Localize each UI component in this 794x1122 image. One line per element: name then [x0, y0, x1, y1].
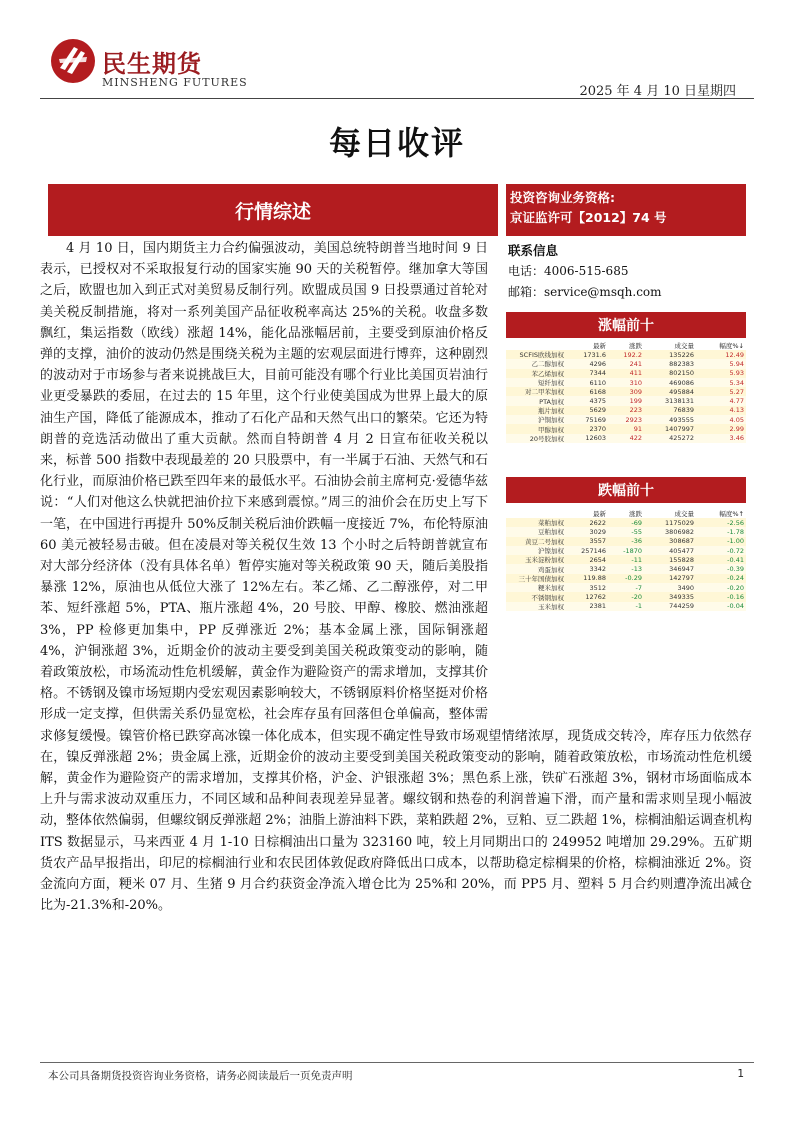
gainers-table-cell: 3138131 [644, 396, 696, 405]
gainers-table-cell: 瓶片加权 [506, 406, 566, 415]
losers-table-cell: -1.78 [696, 527, 746, 536]
losers-table-cell: 3342 [566, 564, 608, 573]
page-title: 每日收评 [328, 124, 465, 162]
losers-table-cell: 744259 [644, 602, 696, 611]
losers-table-cell: 142797 [644, 574, 696, 583]
gainers-column-header: 涨跌 [608, 340, 644, 350]
losers-title: 跌幅前十 [598, 483, 654, 499]
losers-table-cell: -11 [608, 555, 644, 564]
losers-column-header: 成交量 [644, 508, 696, 518]
gainers-table-cell: 5.27 [696, 387, 746, 396]
losers-table-cell: -7 [608, 583, 644, 592]
losers-table-cell: 玉米淀粉加权 [506, 555, 566, 564]
gainers-table-cell: 422 [608, 434, 644, 443]
losers-table-cell: -0.16 [696, 592, 746, 601]
losers-table-cell: 豆粕加权 [506, 527, 566, 536]
gainers-table-cell: 2923 [608, 415, 644, 424]
losers-table-cell: -20 [608, 592, 644, 601]
losers-table-cell: 3490 [644, 583, 696, 592]
losers-table-cell: 菜粕加权 [506, 518, 566, 527]
losers-table-cell: 1175029 [644, 518, 696, 527]
losers-table-cell: 粳米加权 [506, 583, 566, 592]
gainers-column-header: 幅度%↓ [696, 340, 746, 350]
gainers-table-cell: 4.77 [696, 396, 746, 405]
losers-table-cell: -0.04 [696, 602, 746, 611]
gainers-table-cell: 5.34 [696, 378, 746, 387]
losers-table-cell: 3806982 [644, 527, 696, 536]
gainers-table-cell: 495884 [644, 387, 696, 396]
license-box [506, 184, 746, 236]
losers-table-cell: 玉米加权 [506, 602, 566, 611]
gainers-table-cell: 76839 [644, 406, 696, 415]
losers-table-cell: -55 [608, 527, 644, 536]
gainers-table-cell: 4.05 [696, 415, 746, 424]
gainers-table-cell: 309 [608, 387, 644, 396]
gainers-table-cell: 135226 [644, 350, 696, 359]
gainers-table-cell: 12.49 [696, 350, 746, 359]
losers-table-cell: 三十年国债加权 [506, 574, 566, 583]
losers-column-header: 最新 [566, 508, 608, 518]
gainers-table-cell: 对二甲苯加权 [506, 387, 566, 396]
gainers-table-cell: 4296 [566, 359, 608, 368]
gainers-table-cell: 5629 [566, 406, 608, 415]
losers-table-cell: 405477 [644, 546, 696, 555]
section-title: 行情综述 [234, 200, 311, 223]
gainers-table-cell: 5.94 [696, 359, 746, 368]
gainers-table-cell: 6110 [566, 378, 608, 387]
losers-table-cell: -69 [608, 518, 644, 527]
contact-email: 邮箱：service@msqh.com [508, 285, 662, 299]
gainers-table-cell: 12603 [566, 434, 608, 443]
gainers-table-cell: 甲醇加权 [506, 424, 566, 433]
losers-table-cell: 2381 [566, 602, 608, 611]
losers-table-cell: 2654 [566, 555, 608, 564]
gainers-table-cell: 199 [608, 396, 644, 405]
losers-column-header: 幅度%↑ [696, 508, 746, 518]
footer-divider [40, 1062, 754, 1063]
losers-table-cell: 155828 [644, 555, 696, 564]
losers-table-cell: -0.39 [696, 564, 746, 573]
gainers-table-cell: 6168 [566, 387, 608, 396]
losers-table-cell: 257146 [566, 546, 608, 555]
losers-table-cell: 346947 [644, 564, 696, 573]
license-line-1: 投资咨询业务资格: [510, 190, 615, 205]
gainers-table-cell: 4.13 [696, 406, 746, 415]
gainers-table-cell: 882383 [644, 359, 696, 368]
gainers-table-cell: 沪铜加权 [506, 415, 566, 424]
losers-table-cell: -0.72 [696, 546, 746, 555]
minsheng-logo-icon [50, 38, 96, 84]
gainers-table-cell: 2370 [566, 424, 608, 433]
gainers-table-cell: 91 [608, 424, 644, 433]
gainers-table-cell: 411 [608, 369, 644, 378]
gainers-table-cell: 20号胶加权 [506, 434, 566, 443]
losers-table-cell: 349335 [644, 592, 696, 601]
gainers-table-cell: 493555 [644, 415, 696, 424]
losers-table-cell: 3512 [566, 583, 608, 592]
losers-table-cell: -0.20 [696, 583, 746, 592]
losers-table-cell: 119.88 [566, 574, 608, 583]
gainers-table-cell: 短纤加权 [506, 378, 566, 387]
gainers-column-header: 成交量 [644, 340, 696, 350]
losers-table-cell: 鸡蛋加权 [506, 564, 566, 573]
gainers-table-cell: 5.93 [696, 369, 746, 378]
losers-table-cell: 不锈钢加权 [506, 592, 566, 601]
losers-table-cell: 308687 [644, 537, 696, 546]
contact-phone: 电话：4006-515-685 [508, 264, 629, 278]
gainers-table-cell: 7344 [566, 369, 608, 378]
gainers-table-cell: 1407997 [644, 424, 696, 433]
losers-table-cell: -0.24 [696, 574, 746, 583]
header-divider [40, 98, 754, 99]
losers-column-header: 涨跌 [608, 508, 644, 518]
gainers-table-cell: 310 [608, 378, 644, 387]
losers-table-cell: 黄豆二号加权 [506, 537, 566, 546]
footer-disclaimer: 本公司具备期货投资咨询业务资格，请务必阅读最后一页免责声明 [48, 1070, 353, 1082]
market-summary [40, 238, 752, 917]
section-banner [48, 184, 498, 236]
gainers-title: 涨幅前十 [598, 318, 654, 334]
losers-table-cell: -1 [608, 602, 644, 611]
gainers-table-cell: 425272 [644, 434, 696, 443]
losers-table-cell: -0.29 [608, 574, 644, 583]
losers-table-cell: -36 [608, 537, 644, 546]
losers-table-cell: -1.00 [696, 537, 746, 546]
losers-table-cell: -1870 [608, 546, 644, 555]
gainers-table-cell: 192.2 [608, 350, 644, 359]
losers-table-cell: 3557 [566, 537, 608, 546]
gainers-table-cell: 苯乙烯加权 [506, 369, 566, 378]
gainers-table-cell: 4375 [566, 396, 608, 405]
summary-paragraph: 4 月 10 日，国内期货主力合约偏强波动，美国总统特朗普当地时间 9 日表示，已授权对不采取报复行动的国家实施 90 天的关税暂停。继加拿大等国之后，欧盟也加入到正式对美贸易反制行列。欧盟成员国 9 日投票通过首轮对美关税反制措施，将对一系列美国产品征收税率高达 25%的关税。收盘多数飘红，集运指数（欧线）涨超 14%，能化品涨幅居前，主要受到原油价格反弹的支撑，油价的波动仍然是围绕关税为主题的宏观层面进行博弈，这种剧烈的波动对于市场参与者来说挑战巨大，目前可能没有哪个行业比美国页岩油行业更受暴跌的委屈，在过去的 15 年里，这个行业使美国成为世界上最大的原油生产国，降低了能源成本，推动了石化产品和天然气出口的繁荣。它还为特朗普的竞选活动做出了重大贡献。然而自特朗普 4 月 2 日宣布征收关税以来，标普 500 指数中表现最差的 20 只股票中，有一半属于石油、天然气和石化行业，而原油价格已跌至四年来的最低水平。石油协会前主席柯克·爱德华兹说：“人们对他这么快就把油价拉下来感到震惊。”周三的油价会在历史上写下一笔，在中国进行再提升 50%反制关税后油价跌幅一度接近 7%，布伦特原油 60 美元被轻易击破。但在凌晨对等关税仅生效 13 个小时之后特朗普就宣布对大部分经济体（没有具体名单）暂停实施对等关税政策 90 天，随后美股指暴涨 12%，原油也从低位大涨了 12%左右。苯乙烯、乙二醇涨停，对二甲苯、短纤涨超 5%，PTA、瓶片涨超 4%，20 号胶、甲醇、橡胶、燃油涨超 3%，PP 检修更加集中，PP 反弹涨近 2%；基本金属上涨，国际铜涨超 4%，沪铜涨超 3%，近期金价的波动主要受到美国关税政策变动的影响，随着政策放松，市场流动性危机缓解，黄金作为避险资产的需求增加，支撑其价格。不锈钢及镍市场短期内受宏观因素影响较大，不锈钢原料价格坚挺对价格形成一定支撑，但供需关系仍显宽松，社会库存虽有回落但仓单偏高，整体需求修复缓慢。镍管价格已跌穿高冰镍一体化成本，但实现不确定性导致市场观望情绪浓厚，现货成交转冷，库存压力依然存在，镍反弹涨超 2%；贵金属上涨，近期金价的波动主要受到美国关税政策变动的影响，随着政策放松，市场流动性危机缓解，黄金作为避险资产的需求增加，支撑其价格，沪金、沪银涨超 3%；黑色系上涨，铁矿石涨超 3%，钢材市场面临成本上升与需求波动双重压力，不同区域和品种间表现差异显著。螺纹钢和热卷的利润普遍下滑，而产量和需求则呈现小幅波动，整体依然偏弱，但螺纹钢反弹涨超 2%；油脂上游油料下跌，菜粕跌超 2%，豆粕、豆二跌超 1%，棕榈油船运调查机构 ITS 数据显示，马来西亚 4 月 1-10 日棕榈油出口量为 323160 吨，较上月同期出口的 249952 吨增加 29.29%。五矿期货农产品早报指出，印尼的棕榈油行业和农民团体敦促政府降低出口成本，以帮助稳定棕榈果的价格，棕榈油涨近 2%。资金流向方面，粳米 07 月、生猪 9 月合约获资金净流入增仓比为 25%和 20%，而 PP5 月、塑料 5 月合约则遭净流出减仓比为-21.3%和-20%。 [40, 241, 752, 914]
contact-title: 联系信息 [508, 243, 559, 258]
page-number: 1 [737, 1068, 744, 1080]
brand-name-en: MINSHENG FUTURES [102, 76, 248, 89]
brand-name-cn: 民生期货 [102, 50, 202, 78]
gainers-column-header: 最新 [566, 340, 608, 350]
gainers-table-cell: 1731.6 [566, 350, 608, 359]
gainers-table-cell: 223 [608, 406, 644, 415]
gainers-table-cell: 469086 [644, 378, 696, 387]
gainers-table-cell: 241 [608, 359, 644, 368]
losers-table-cell: 2622 [566, 518, 608, 527]
losers-table-cell: -13 [608, 564, 644, 573]
losers-table-cell: -2.56 [696, 518, 746, 527]
gainers-table-cell: 3.46 [696, 434, 746, 443]
report-date: 2025 年 4 月 10 日星期四 [579, 84, 736, 99]
gainers-table-cell: 75169 [566, 415, 608, 424]
losers-table-cell: 3029 [566, 527, 608, 536]
losers-table-cell: -0.41 [696, 555, 746, 564]
gainers-table-cell: SCFIS欧线加权 [506, 350, 566, 359]
gainers-table-cell: PTA加权 [506, 396, 566, 405]
gainers-table-cell: 乙二醇加权 [506, 359, 566, 368]
gainers-table-cell: 802150 [644, 369, 696, 378]
losers-table-cell: 12762 [566, 592, 608, 601]
losers-table-cell: 沪镍加权 [506, 546, 566, 555]
license-line-2: 京证监许可【2012】74 号 [510, 210, 667, 225]
gainers-table-cell: 2.99 [696, 424, 746, 433]
